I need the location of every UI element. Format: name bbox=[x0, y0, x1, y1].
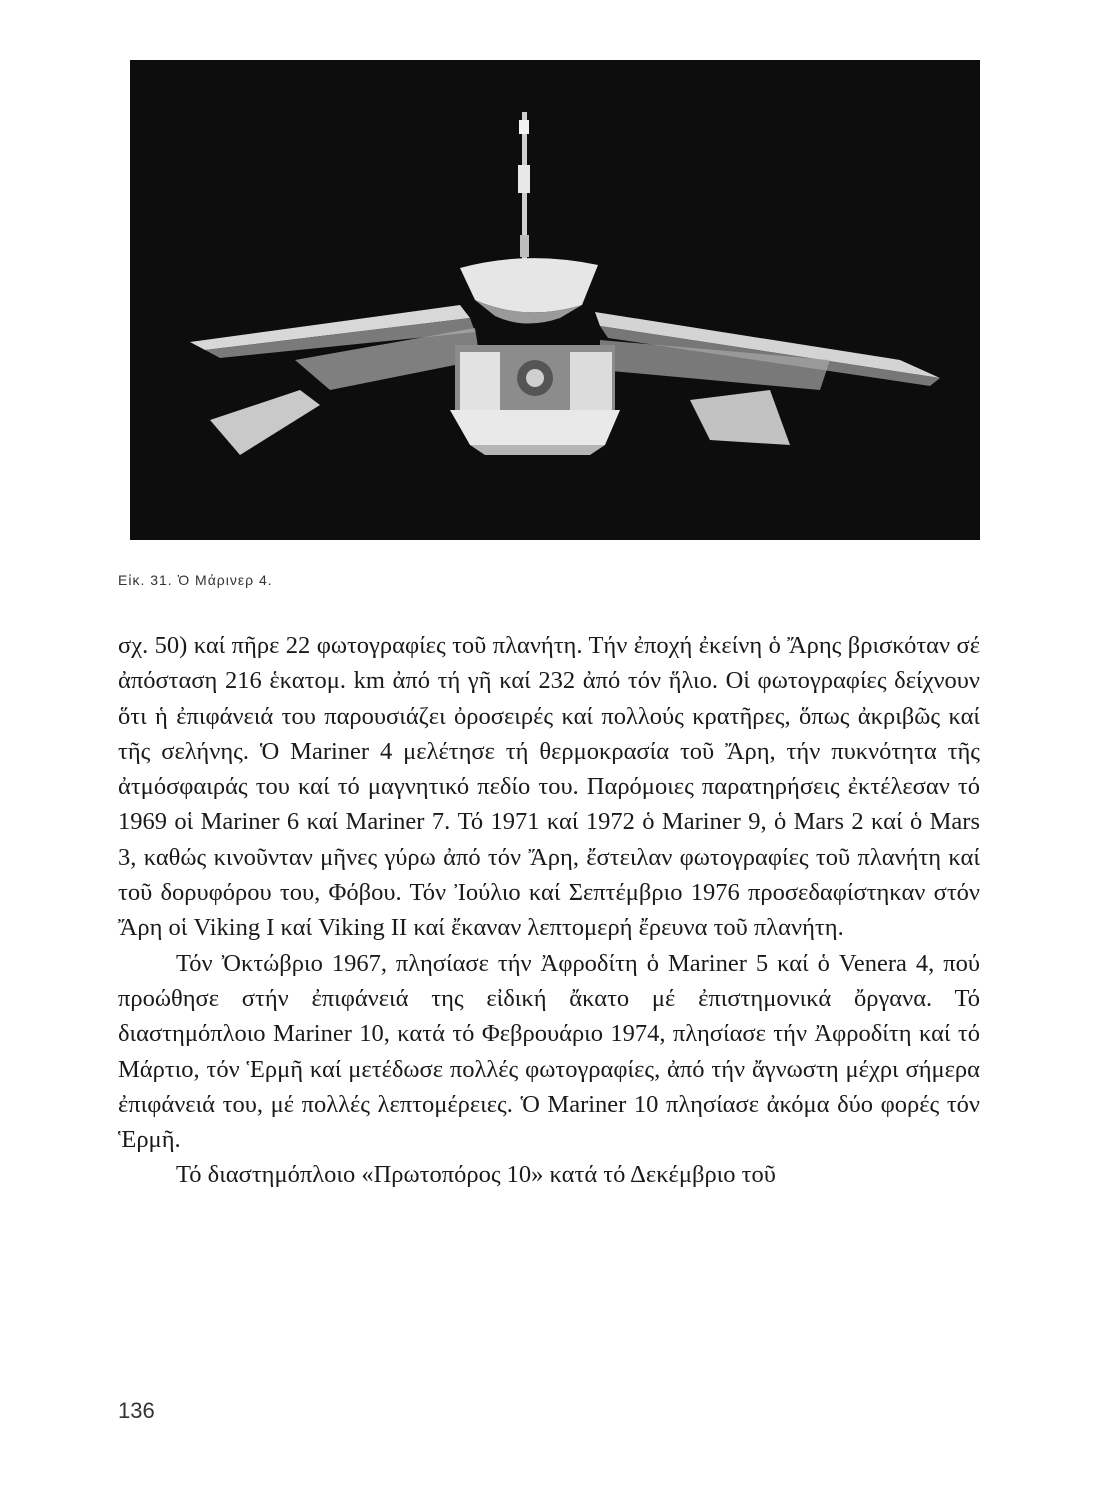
paragraph: Τό διαστημόπλοιο «Πρωτοπόρος 10» κατά τό Δεκέμβριο τοῦ bbox=[176, 1161, 776, 1189]
body-text bbox=[118, 628, 980, 1193]
paragraph: Τόν Ὀκτώβριο 1967, πλησίασε τήν Ἀφροδίτη ὁ Mariner 5 καί ὁ Venera 4, πού προώθησε στήν ἐπιφάνειά της εἰδική ἄκατο μέ ἐπιστημονικά ὄργανα. Τό διαστημόπλοιο Mariner 10, κατά τό Φεβρουάριο 1974, πλησίασε τήν Ἀφροδίτη καί τό Μάρτιο, τόν Ἑρμῆ καί μετέδωσε πολλές φωτογραφίες, ἀπό τήν ἄγνωστη μέχρι σήμερα ἐπιφάνειά του, μέ πολλές λεπτομέρειες. Ὁ Mariner 10 πλησίασε ἀκόμα δύο φορές τόν Ἑρμῆ. bbox=[118, 949, 980, 1154]
paragraph: σχ. 50) καί πῆρε 22 φωτογραφίες τοῦ πλανήτη. Τήν ἐποχή ἐκείνη ὁ Ἄρης βρισκόταν σέ ἀπόσταση 216 ἑκατομ. km ἀπό τή γῆ καί 232 ἀπό τόν ἥλιο. Οἱ φωτογραφίες δείχνουν ὅτι ἡ ἐπιφάνειά του παρουσιάζει ὀροσειρές καί πολλούς κρατῆρες, ὅπως ἀκριβῶς καί τῆς σελήνης. Ὁ Mariner 4 μελέτησε τή θερμοκρασία τοῦ Ἄρη, τήν πυκνότητα τῆς ἀτμόσφαιράς του καί τό μαγνητικό πεδίο του. Παρόμοιες παρατηρήσεις ἐκτέλεσαν τό 1969 οἱ Mariner 6 καί Mariner 7. Τό 1971 καί 1972 ὁ Mariner 9, ὁ Mars 2 καί ὁ Mars 3, καθώς κινοῦνταν μῆνες γύρω ἀπό τόν Ἄρη, ἔστειλαν φωτογραφίες τοῦ πλανήτη καί τοῦ δορυφόρου του, Φόβου. Τόν Ἰούλιο καί Σεπτέμβριο 1976 προσεδαφίστηκαν στόν Ἄρη οἱ Viking I καί Viking II καί ἔκαναν λεπτομερή ἔρευνα τοῦ πλανήτη. bbox=[118, 632, 980, 942]
page-number: 136 bbox=[118, 1398, 155, 1423]
figure-caption: Εἰκ. 31. Ὁ Μάρινερ 4. bbox=[118, 572, 273, 588]
spacecraft-illustration bbox=[130, 60, 980, 540]
mariner-4-photo bbox=[130, 60, 980, 540]
